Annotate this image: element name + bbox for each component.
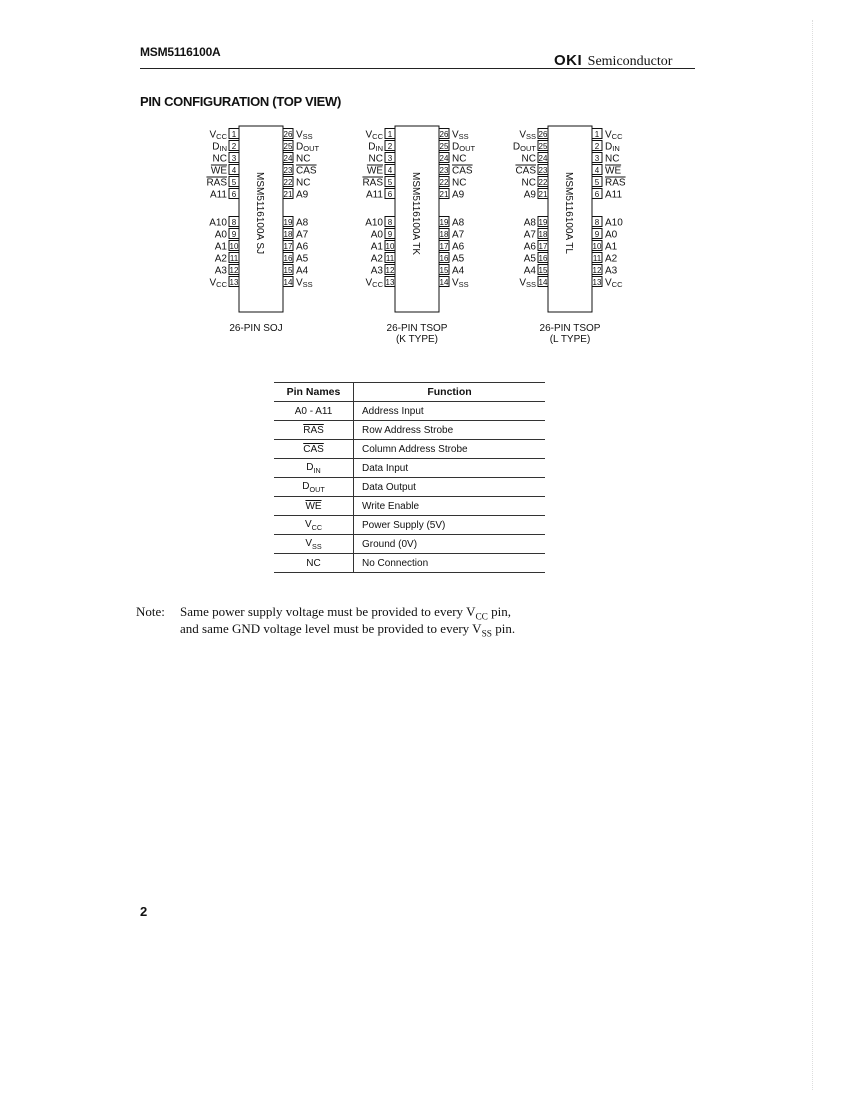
pin-number: 24: [439, 154, 449, 163]
package-caption: (L TYPE): [549, 334, 591, 345]
pin-label: WE: [366, 165, 383, 177]
pin-number: 19: [283, 218, 293, 227]
pin-label: RAS: [362, 177, 383, 189]
pin-number: 8: [387, 218, 393, 227]
pin-name-cell: $\overline{WE}$: [274, 497, 354, 516]
ic-diagram: [505, 124, 645, 349]
pin-number: 26: [538, 130, 548, 139]
table-row: [274, 516, 545, 535]
pin-name-cell: $D_{IN}$: [274, 459, 354, 478]
package-tsop-k: [352, 124, 492, 349]
pin-number: 6: [387, 190, 393, 199]
function-cell: Address Input: [354, 402, 546, 421]
document-id: MSM5116100A: [140, 45, 221, 59]
package-tsop-l: [505, 124, 645, 349]
pin-number: 6: [594, 190, 600, 199]
function-cell: Column Address Strobe: [354, 440, 546, 459]
function-cell: Data Input: [354, 459, 546, 478]
package-caption: 26-PIN SOJ: [229, 323, 283, 334]
pin-number: 23: [538, 166, 548, 175]
pin-label: CAS: [515, 165, 536, 177]
pin-label: NC: [521, 177, 536, 189]
pin-label: A1: [214, 241, 227, 253]
pin-number: 10: [385, 242, 395, 251]
pin-number: 5: [594, 178, 600, 187]
pin-label: VCC: [605, 277, 623, 289]
pin-label: A6: [523, 241, 536, 253]
pin-label: NC: [368, 153, 383, 165]
pin-number: 2: [594, 142, 600, 151]
pin-label: A11: [605, 189, 623, 201]
pin-number: 9: [231, 230, 237, 239]
pin-label: VSS: [452, 277, 469, 289]
pin-label: A5: [452, 253, 465, 265]
pin-label: A4: [452, 265, 465, 277]
pin-label: A6: [452, 241, 465, 253]
pin-label: A3: [370, 265, 383, 277]
pin-number: 26: [283, 130, 293, 139]
pin-label: A8: [523, 217, 536, 229]
pin-label: VCC: [365, 129, 383, 141]
pin-label: A7: [523, 229, 536, 241]
pin-label: A7: [296, 229, 309, 241]
pin-label: NC: [521, 153, 536, 165]
pin-label: A0: [214, 229, 227, 241]
pin-number: 25: [538, 142, 548, 151]
pin-label: RAS: [206, 177, 227, 189]
pin-label: A10: [365, 217, 383, 229]
pin-label: A7: [452, 229, 465, 241]
pin-number: 1: [594, 130, 600, 139]
pin-name-cell: $\overline{CAS}$: [274, 440, 354, 459]
pin-number: 14: [538, 278, 548, 287]
pin-label: VCC: [209, 277, 227, 289]
pin-number: 14: [283, 278, 293, 287]
pin-number: 3: [594, 154, 600, 163]
pin-number: 8: [231, 218, 237, 227]
pin-label: VCC: [365, 277, 383, 289]
pin-number: 4: [387, 166, 393, 175]
function-cell: Data Output: [354, 478, 546, 497]
pin-label: A5: [523, 253, 536, 265]
pin-label: NC: [452, 153, 467, 165]
pin-label: A2: [605, 253, 618, 265]
pin-label: DIN: [212, 141, 227, 153]
pin-number: 2: [387, 142, 393, 151]
function-cell: Row Address Strobe: [354, 421, 546, 440]
table-header-row: [274, 383, 545, 402]
pin-number: 9: [387, 230, 393, 239]
pin-number: 25: [439, 142, 449, 151]
pin-name-cell: A0 - A11: [274, 402, 354, 421]
pin-number: 17: [439, 242, 449, 251]
pin-label: A3: [214, 265, 227, 277]
pin-label: VSS: [519, 277, 536, 289]
pin-label: NC: [296, 153, 311, 165]
pin-number: 15: [283, 266, 293, 275]
pin-label: WE: [605, 165, 622, 177]
pin-number: 3: [231, 154, 237, 163]
pin-number: 19: [538, 218, 548, 227]
pin-number: 12: [385, 266, 395, 275]
pin-number: 4: [594, 166, 600, 175]
pin-number: 26: [439, 130, 449, 139]
pin-number: 11: [229, 254, 239, 263]
pin-label: VCC: [605, 129, 623, 141]
pin-label: VCC: [209, 129, 227, 141]
pin-number: 3: [387, 154, 393, 163]
pin-number: 17: [283, 242, 293, 251]
pin-label: A10: [209, 217, 227, 229]
pin-number: 13: [229, 278, 239, 287]
pin-number: 5: [387, 178, 393, 187]
pin-number: 5: [231, 178, 237, 187]
pin-number: 23: [439, 166, 449, 175]
pin-number: 22: [283, 178, 293, 187]
note-line-1: Same power supply voltage must be provided to every $V_{CC}$ pin,: [180, 604, 512, 623]
pin-number: 14: [439, 278, 449, 287]
header-function: Function: [354, 383, 546, 402]
header-pin-names: Pin Names: [274, 383, 354, 402]
pin-number: 10: [229, 242, 239, 251]
pin-label: A10: [605, 217, 623, 229]
pin-number: 21: [283, 190, 293, 199]
table-row: [274, 554, 545, 573]
table-row: [274, 478, 545, 497]
pin-label: A2: [370, 253, 383, 265]
company-logo: OKI: [554, 52, 583, 69]
pin-number: 15: [439, 266, 449, 275]
pin-label: VSS: [519, 129, 536, 141]
pin-label: DOUT: [296, 141, 320, 153]
pin-number: 21: [439, 190, 449, 199]
pin-number: 13: [592, 278, 602, 287]
pin-number: 21: [538, 190, 548, 199]
pin-label: VSS: [452, 129, 469, 141]
section-title: PIN CONFIGURATION (TOP VIEW): [140, 94, 342, 109]
pin-label: NC: [605, 153, 620, 165]
pin-number: 12: [229, 266, 239, 275]
pin-label: DIN: [368, 141, 383, 153]
pin-label: VSS: [296, 129, 313, 141]
pin-label: A3: [605, 265, 618, 277]
pin-label: A4: [296, 265, 309, 277]
pin-number: 16: [439, 254, 449, 263]
ic-diagram: [352, 124, 492, 349]
pin-label: A9: [523, 189, 536, 201]
pin-number: 1: [387, 130, 393, 139]
pin-name-cell: $D_{OUT}$: [274, 478, 354, 497]
pin-label: A1: [605, 241, 618, 253]
pin-number: 18: [538, 230, 548, 239]
pin-number: 17: [538, 242, 548, 251]
pin-label: A8: [296, 217, 309, 229]
note-line-2: and same GND voltage level must be provided to every $V_{SS}$ pin.: [180, 621, 516, 640]
pin-name-cell: NC: [274, 554, 354, 573]
pin-number: 9: [594, 230, 600, 239]
pin-number: 18: [283, 230, 293, 239]
pin-label: NC: [212, 153, 227, 165]
pin-number: 23: [283, 166, 293, 175]
pin-label: RAS: [605, 177, 626, 189]
pin-label: A5: [296, 253, 309, 265]
header-rule: [140, 68, 695, 69]
pin-number: 25: [283, 142, 293, 151]
note-label: Note:: [136, 604, 165, 619]
table-row: [274, 459, 545, 478]
pin-name-cell: $\overline{RAS}$: [274, 421, 354, 440]
scan-artifact-line: [812, 20, 813, 1090]
function-cell: Write Enable: [354, 497, 546, 516]
pin-name-cell: $V_{CC}$: [274, 516, 354, 535]
pin-number: 12: [592, 266, 602, 275]
pin-number: 11: [385, 254, 395, 263]
pin-number: 2: [231, 142, 237, 151]
pin-label: A8: [452, 217, 465, 229]
pin-number: 11: [592, 254, 602, 263]
pin-label: DIN: [605, 141, 620, 153]
pin-label: NC: [296, 177, 311, 189]
pin-label: WE: [210, 165, 227, 177]
pin-number: 16: [538, 254, 548, 263]
pin-number: 15: [538, 266, 548, 275]
pin-label: A1: [370, 241, 383, 253]
pin-label: A11: [365, 189, 383, 201]
package-caption: 26-PIN TSOP: [539, 323, 601, 334]
pin-number: 13: [385, 278, 395, 287]
pin-number: 19: [439, 218, 449, 227]
pin-label: A0: [370, 229, 383, 241]
pin-number: 22: [538, 178, 548, 187]
pin-number: 4: [231, 166, 237, 175]
pin-number: 24: [538, 154, 548, 163]
pin-label: NC: [452, 177, 467, 189]
pin-label: A2: [214, 253, 227, 265]
pin-label: A11: [209, 189, 227, 201]
package-caption: 26-PIN TSOP: [386, 323, 448, 334]
pin-number: 16: [283, 254, 293, 263]
company-suffix: Semiconductor: [587, 54, 673, 69]
pin-label: A9: [296, 189, 309, 201]
function-cell: Ground (0V): [354, 535, 546, 554]
pin-label: DOUT: [512, 141, 536, 153]
pin-name-cell: $V_{SS}$: [274, 535, 354, 554]
table-row: [274, 421, 545, 440]
pin-label: CAS: [296, 165, 317, 177]
table-row: [274, 402, 545, 421]
pin-number: 1: [231, 130, 237, 139]
pin-number: 24: [283, 154, 293, 163]
pin-names-table: [274, 382, 545, 573]
function-cell: No Connection: [354, 554, 546, 573]
part-number-label: MSM5116100A SJ: [254, 172, 265, 255]
pin-number: 6: [231, 190, 237, 199]
pin-label: A6: [296, 241, 309, 253]
pin-number: 18: [439, 230, 449, 239]
pin-label: A4: [523, 265, 536, 277]
part-number-label: MSM5116100A TK: [410, 172, 421, 256]
table-row: [274, 535, 545, 554]
package-caption: (K TYPE): [395, 334, 439, 345]
pin-label: CAS: [452, 165, 473, 177]
pin-label: VSS: [296, 277, 313, 289]
table-row: [274, 440, 545, 459]
package-soj: [196, 124, 336, 349]
ic-diagram: [196, 124, 336, 349]
pin-label: A9: [452, 189, 465, 201]
pin-number: 10: [592, 242, 602, 251]
pin-label: DOUT: [452, 141, 476, 153]
table-row: [274, 497, 545, 516]
pin-label: A0: [605, 229, 618, 241]
part-number-label: MSM5116100A TL: [563, 172, 574, 254]
pin-number: 22: [439, 178, 449, 187]
function-cell: Power Supply (5V): [354, 516, 546, 535]
pin-number: 8: [594, 218, 600, 227]
page-number: 2: [140, 904, 148, 919]
